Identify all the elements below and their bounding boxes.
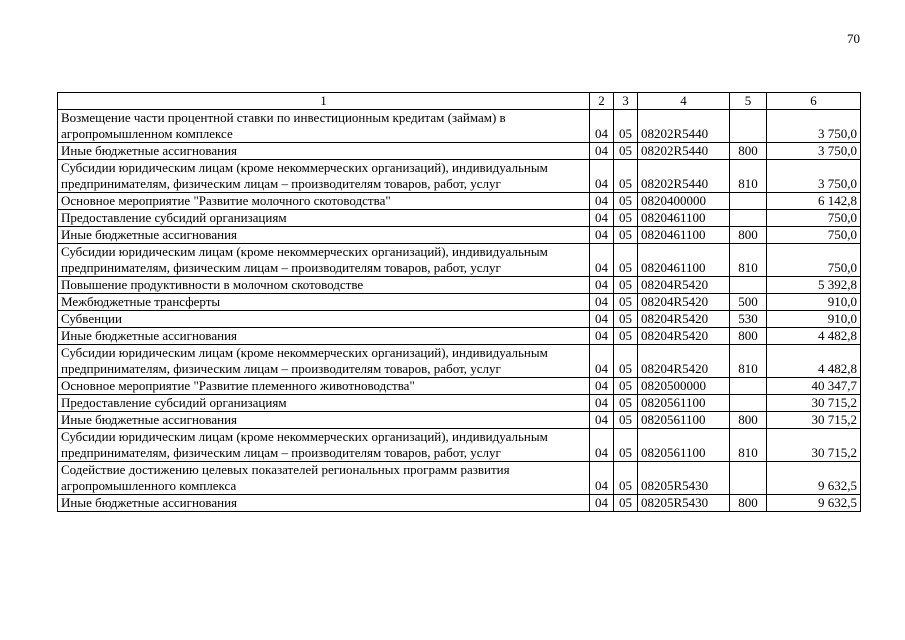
row-amount: 30 715,2	[767, 395, 861, 412]
row-target-item: 08205R5430	[638, 495, 730, 512]
table-row	[58, 160, 861, 193]
row-target-item: 0820461100	[638, 244, 730, 277]
table-row	[58, 412, 861, 429]
row-amount: 910,0	[767, 294, 861, 311]
row-subsection: 05	[614, 395, 638, 412]
row-expense-type	[730, 277, 767, 294]
row-section: 04	[590, 244, 614, 277]
row-target-item: 0820561100	[638, 412, 730, 429]
header-col-3: 3	[614, 93, 638, 110]
row-amount: 3 750,0	[767, 110, 861, 143]
row-section: 04	[590, 378, 614, 395]
row-name: Возмещение части процентной ставки по инвестиционным кредитам (займам) в агропромышленном комплексе	[58, 110, 590, 143]
row-section: 04	[590, 495, 614, 512]
row-expense-type: 810	[730, 345, 767, 378]
row-expense-type: 800	[730, 328, 767, 345]
row-name: Иные бюджетные ассигнования	[58, 227, 590, 244]
row-subsection: 05	[614, 311, 638, 328]
row-expense-type	[730, 395, 767, 412]
row-section: 04	[590, 395, 614, 412]
row-target-item: 08202R5440	[638, 143, 730, 160]
row-amount: 4 482,8	[767, 328, 861, 345]
row-name: Иные бюджетные ассигнования	[58, 328, 590, 345]
row-section: 04	[590, 227, 614, 244]
row-section: 04	[590, 193, 614, 210]
row-expense-type: 500	[730, 294, 767, 311]
row-section: 04	[590, 294, 614, 311]
row-subsection: 05	[614, 227, 638, 244]
row-target-item: 0820561100	[638, 395, 730, 412]
row-amount: 30 715,2	[767, 429, 861, 462]
row-target-item: 0820561100	[638, 429, 730, 462]
row-amount: 9 632,5	[767, 462, 861, 495]
header-col-4: 4	[638, 93, 730, 110]
table-row	[58, 210, 861, 227]
header-col-5: 5	[730, 93, 767, 110]
table-row	[58, 462, 861, 495]
budget-table	[57, 92, 861, 512]
row-amount: 40 347,7	[767, 378, 861, 395]
row-expense-type: 800	[730, 227, 767, 244]
row-subsection: 05	[614, 462, 638, 495]
row-subsection: 05	[614, 429, 638, 462]
table-row	[58, 227, 861, 244]
row-expense-type	[730, 110, 767, 143]
row-subsection: 05	[614, 294, 638, 311]
row-subsection: 05	[614, 210, 638, 227]
row-target-item: 08205R5430	[638, 462, 730, 495]
row-amount: 3 750,0	[767, 143, 861, 160]
row-target-item: 08204R5420	[638, 311, 730, 328]
row-name: Иные бюджетные ассигнования	[58, 412, 590, 429]
row-amount: 6 142,8	[767, 193, 861, 210]
row-section: 04	[590, 462, 614, 495]
row-target-item: 0820461100	[638, 210, 730, 227]
table-row	[58, 495, 861, 512]
row-subsection: 05	[614, 345, 638, 378]
row-name: Субсидии юридическим лицам (кроме некоммерческих организаций), индивидуальным предпринимателям, физическим лицам – производителям товаров, работ, услуг	[58, 345, 590, 378]
row-target-item: 08204R5420	[638, 328, 730, 345]
row-expense-type: 810	[730, 429, 767, 462]
row-section: 04	[590, 210, 614, 227]
table-row	[58, 244, 861, 277]
row-target-item: 08204R5420	[638, 277, 730, 294]
row-amount: 910,0	[767, 311, 861, 328]
row-name: Субсидии юридическим лицам (кроме некоммерческих организаций), индивидуальным предпринимателям, физическим лицам – производителям товаров, работ, услуг	[58, 160, 590, 193]
row-target-item: 08204R5420	[638, 294, 730, 311]
row-expense-type: 800	[730, 412, 767, 429]
row-target-item: 08202R5440	[638, 160, 730, 193]
table-row	[58, 277, 861, 294]
row-subsection: 05	[614, 328, 638, 345]
row-name: Субсидии юридическим лицам (кроме некоммерческих организаций), индивидуальным предпринимателям, физическим лицам – производителям товаров, работ, услуг	[58, 244, 590, 277]
row-name: Содействие достижению целевых показателей региональных программ развития агропромышленного комплекса	[58, 462, 590, 495]
row-subsection: 05	[614, 277, 638, 294]
row-section: 04	[590, 311, 614, 328]
row-expense-type	[730, 462, 767, 495]
row-amount: 5 392,8	[767, 277, 861, 294]
row-name: Субсидии юридическим лицам (кроме некоммерческих организаций), индивидуальным предпринимателям, физическим лицам – производителям товаров, работ, услуг	[58, 429, 590, 462]
row-section: 04	[590, 110, 614, 143]
row-target-item: 0820461100	[638, 227, 730, 244]
table-row	[58, 294, 861, 311]
row-expense-type: 810	[730, 160, 767, 193]
row-target-item: 0820400000	[638, 193, 730, 210]
page-number: 70	[847, 31, 860, 46]
table-row	[58, 143, 861, 160]
table-row	[58, 328, 861, 345]
row-name: Основное мероприятие "Развитие молочного скотоводства"	[58, 193, 590, 210]
table-row	[58, 193, 861, 210]
row-expense-type	[730, 378, 767, 395]
row-name: Основное мероприятие "Развитие племенного животноводства"	[58, 378, 590, 395]
table-row	[58, 429, 861, 462]
row-section: 04	[590, 160, 614, 193]
row-subsection: 05	[614, 495, 638, 512]
table-row	[58, 395, 861, 412]
row-subsection: 05	[614, 412, 638, 429]
table-row	[58, 311, 861, 328]
row-name: Межбюджетные трансферты	[58, 294, 590, 311]
row-name: Предоставление субсидий организациям	[58, 210, 590, 227]
row-section: 04	[590, 328, 614, 345]
row-subsection: 05	[614, 110, 638, 143]
table-header-row	[58, 93, 861, 110]
row-amount: 4 482,8	[767, 345, 861, 378]
row-subsection: 05	[614, 193, 638, 210]
row-amount: 3 750,0	[767, 160, 861, 193]
row-section: 04	[590, 412, 614, 429]
row-subsection: 05	[614, 244, 638, 277]
row-expense-type	[730, 193, 767, 210]
row-subsection: 05	[614, 378, 638, 395]
row-subsection: 05	[614, 143, 638, 160]
header-col-1: 1	[58, 93, 590, 110]
row-expense-type: 800	[730, 143, 767, 160]
row-section: 04	[590, 345, 614, 378]
row-expense-type: 810	[730, 244, 767, 277]
row-target-item: 08202R5440	[638, 110, 730, 143]
row-target-item: 0820500000	[638, 378, 730, 395]
header-col-2: 2	[590, 93, 614, 110]
row-name: Повышение продуктивности в молочном скотоводстве	[58, 277, 590, 294]
row-amount: 30 715,2	[767, 412, 861, 429]
row-name: Предоставление субсидий организациям	[58, 395, 590, 412]
row-name: Иные бюджетные ассигнования	[58, 495, 590, 512]
table-row	[58, 345, 861, 378]
table-row	[58, 110, 861, 143]
row-amount: 750,0	[767, 210, 861, 227]
row-name: Субвенции	[58, 311, 590, 328]
header-col-6: 6	[767, 93, 861, 110]
row-section: 04	[590, 143, 614, 160]
row-target-item: 08204R5420	[638, 345, 730, 378]
row-name: Иные бюджетные ассигнования	[58, 143, 590, 160]
row-subsection: 05	[614, 160, 638, 193]
row-amount: 750,0	[767, 227, 861, 244]
row-expense-type: 800	[730, 495, 767, 512]
table-row	[58, 378, 861, 395]
row-amount: 9 632,5	[767, 495, 861, 512]
row-expense-type	[730, 210, 767, 227]
row-expense-type: 530	[730, 311, 767, 328]
row-amount: 750,0	[767, 244, 861, 277]
row-section: 04	[590, 429, 614, 462]
row-section: 04	[590, 277, 614, 294]
